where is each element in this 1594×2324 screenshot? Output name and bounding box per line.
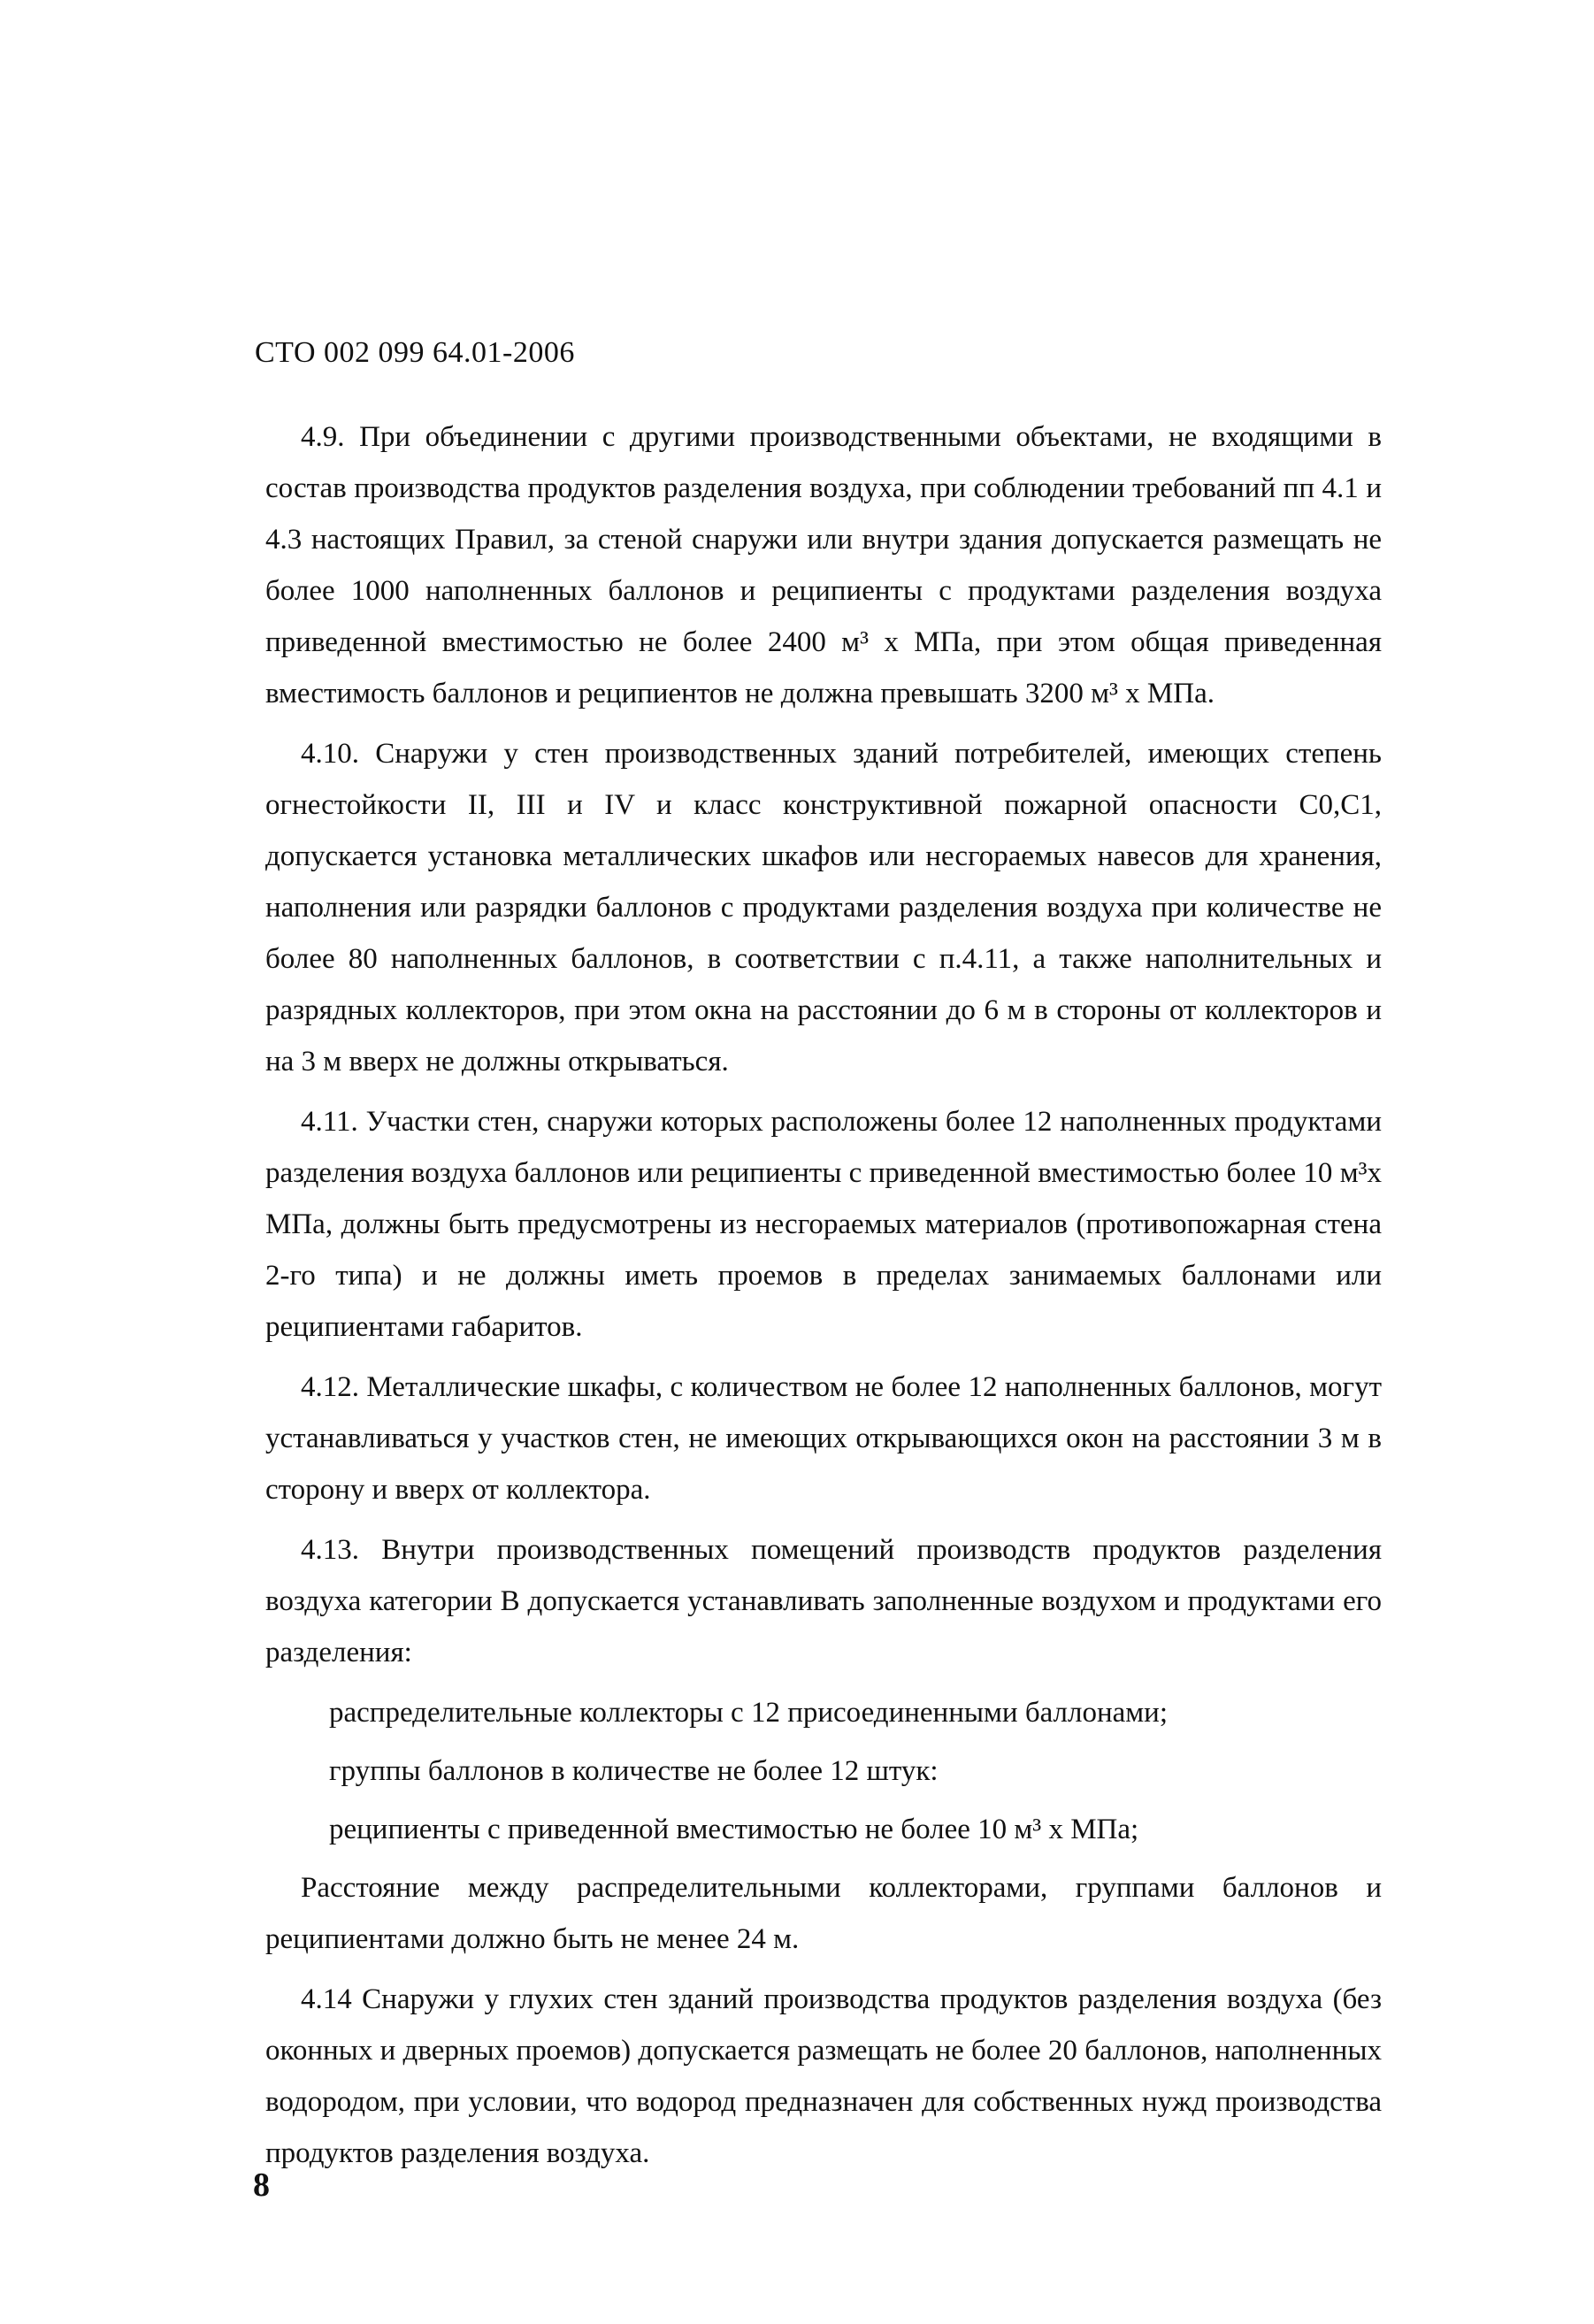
paragraph-4-11: 4.11. Участки стен, снаружи которых расположены более 12 наполненных продуктами разделения воздуха баллонов или реципиенты с приведенной вместимостью более 10 м³х МПа, должны быть предусмотрены из несгораемых материалов (противопожарная стена 2-го типа) и не должны иметь проемов в пределах занимаемых баллонами или реципиентами габаритов. bbox=[265, 1106, 1382, 1343]
paragraph-4-10: 4.10. Снаружи у стен производственных зданий потребителей, имеющих степень огнестойкости II, III и IV и класс конструктивной пожарной опасности С0,С1, допускается установка металлических шкафов или несгораемых навесов для хранения, наполнения или разрядки баллонов с продуктами разделения воздуха при количестве не более 80 наполненных баллонов, в соответствии с п.4.11, а также наполнительных и разрядных коллекторов, при этом окна на расстоянии до 6 м в стороны от коллекторов и на 3 м вверх не должны открываться. bbox=[265, 738, 1382, 1078]
list-item: реципиенты с приведенной вместимостью не более 10 м³ х МПа; bbox=[329, 1814, 1139, 1845]
page-number: 8 bbox=[253, 2167, 270, 2204]
paragraph-4-13-distance: Расстояние между распределительными коллекторами, группами баллонов и реципиентами должно быть не менее 24 м. bbox=[265, 1872, 1382, 1955]
document-code: СТО 002 099 64.01-2006 bbox=[255, 336, 575, 369]
document-body bbox=[265, 411, 1382, 2188]
list-item: распределительные коллекторы с 12 присоединенными баллонами; bbox=[329, 1697, 1169, 1729]
paragraph-4-13: 4.13. Внутри производственных помещений производств продуктов разделения воздуха категории В допускается устанавливать заполненные воздухом и продуктами его разделения: bbox=[265, 1534, 1382, 1668]
paragraph-4-14: 4.14 Снаружи у глухих стен зданий производства продуктов разделения воздуха (без оконных и дверных проемов) допускается размещать не более 20 баллонов, наполненных водородом, при условии, что водород предназначен для собственных нужд производства продуктов разделения воздуха. bbox=[265, 1983, 1382, 2169]
list-item: группы баллонов в количестве не более 12 штук: bbox=[329, 1755, 939, 1787]
paragraph-4-9: 4.9. При объединении с другими производственными объектами, не входящими в состав производства продуктов разделения воздуха, при соблюдении требований пп 4.1 и 4.3 настоящих Правил, за стеной снаружи или внутри здания допускается размещать не более 1000 наполненных баллонов и реципиенты с продуктами разделения воздуха приведенной вместимостью не более 2400 м³ х МПа, при этом общая приведенная вместимость баллонов и реципиентов не должна превышать 3200 м³ х МПа. bbox=[265, 421, 1382, 709]
paragraph-4-12: 4.12. Металлические шкафы, с количеством не более 12 наполненных баллонов, могут устанавливаться у участков стен, не имеющих открывающихся окон на расстоянии 3 м в сторону и вверх от коллектора. bbox=[265, 1371, 1382, 1506]
